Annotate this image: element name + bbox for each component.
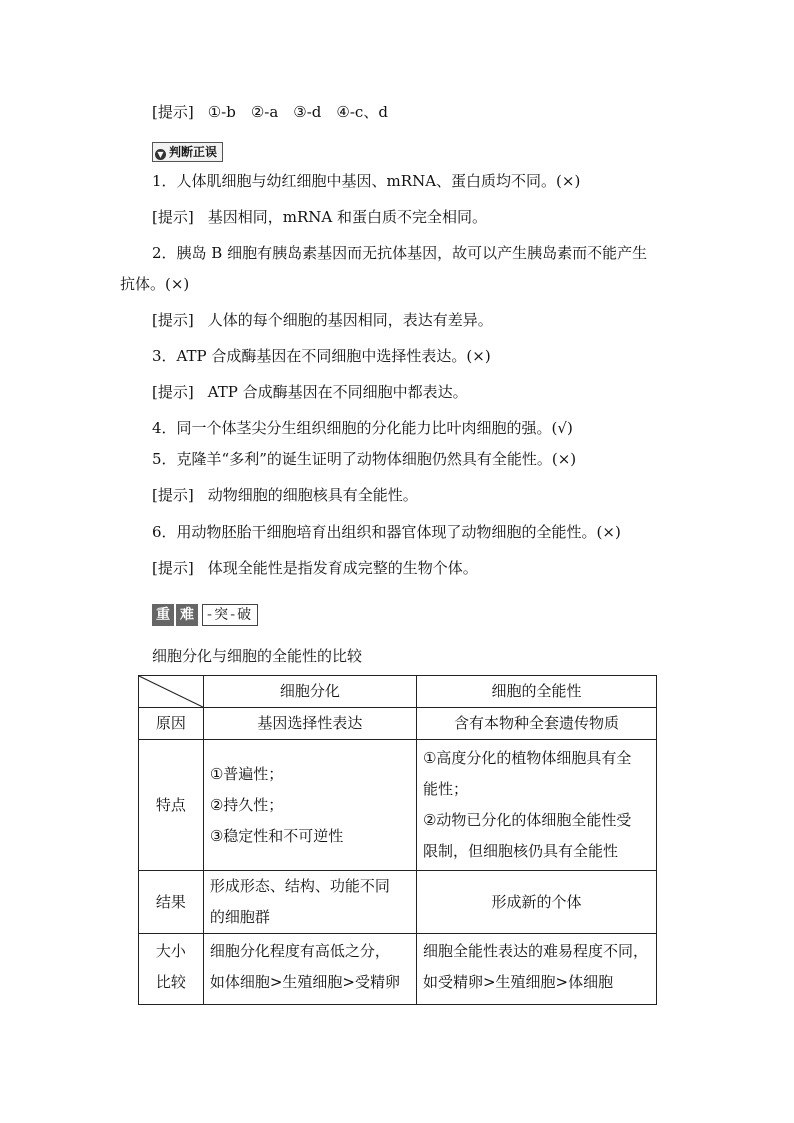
hint-label: [提示]: [152, 103, 194, 121]
section-badge: [152, 604, 258, 626]
table-cell: 含有本物种全套遗传物质: [416, 708, 656, 740]
question-3: 3．ATP 合成酶基因在不同细胞中选择性表达。(×): [152, 347, 491, 365]
row-label: 结果: [139, 871, 204, 934]
hint-label: [提示]: [152, 559, 194, 577]
cell-line: 比较: [155, 973, 186, 991]
hint-5: [152, 484, 794, 506]
comparison-table: [138, 675, 657, 1005]
badge-open-box: -突-破: [202, 604, 258, 626]
chevron-down-icon: ▼: [155, 149, 166, 160]
table-cell: [203, 934, 416, 1005]
hint-label: [提示]: [152, 486, 194, 504]
row-label: 特点: [139, 740, 204, 871]
question-4: 4．同一个体茎尖分生组织细胞的分化能力比叶肉细胞的强。(√): [152, 419, 573, 437]
cell-line: 形成形态、结构、功能不同: [209, 877, 390, 895]
table-cell: [416, 934, 656, 1005]
judge-section-label: [152, 142, 223, 162]
row-label: 原因: [139, 708, 204, 740]
cell-line: ②动物已分化的体细胞全能性受: [422, 811, 632, 829]
hint-label: [提示]: [152, 311, 194, 329]
badge-char-4: 破: [237, 607, 254, 623]
top-hint-text: ①-b ②-a ③-d ④-c、d: [207, 103, 388, 121]
cell-line: ①普遍性；: [209, 764, 284, 783]
row-label: [139, 934, 204, 1005]
cell-line: 能性；: [422, 780, 468, 798]
header-differentiation: 细胞分化: [203, 676, 416, 708]
hint-text: ATP 合成酶基因在不同细胞中都表达。: [207, 383, 468, 401]
hint-text: 动物细胞的细胞核具有全能性。: [207, 486, 418, 504]
cell-line: 如体细胞>生殖细胞>受精卵: [209, 973, 400, 991]
badge-char-1: 重: [152, 604, 174, 626]
hint-text: 基因相同，mRNA 和蛋白质不完全相同。: [207, 208, 487, 226]
cell-line: 大小: [155, 942, 186, 960]
table-header-row: [139, 676, 657, 708]
table-row: [139, 934, 657, 1005]
diagonal-corner-cell: [139, 676, 204, 708]
badge-char-2: 难: [176, 604, 198, 626]
question-2-line2: 抗体。(×): [120, 275, 190, 293]
question-2-line1: 2．胰岛 B 细胞有胰岛素基因而无抗体基因，故可以产生胰岛素而不能产生: [152, 244, 648, 262]
table-title: 细胞分化与细胞的全能性的比较: [152, 647, 363, 665]
table-cell: 形成新的个体: [416, 871, 656, 934]
table-cell: 基因选择性表达: [203, 708, 416, 740]
table-cell: [416, 740, 656, 871]
cell-line: 如受精卵>生殖细胞>体细胞: [422, 973, 614, 991]
hint-label: [提示]: [152, 208, 194, 226]
cell-line: ②持久性；: [209, 795, 284, 814]
cell-line: 的细胞群: [209, 908, 270, 926]
hint-text: 体现全能性是指发育成完整的生物个体。: [207, 559, 478, 577]
table-cell: [203, 871, 416, 934]
cell-line: 限制，但细胞核仍具有全能性: [422, 842, 618, 860]
hint-2: [152, 309, 794, 331]
table-row: [139, 871, 657, 934]
badge-char-3: 突: [214, 607, 231, 623]
question-6: 6．用动物胚胎干细胞培育出组织和器官体现了动物细胞的全能性。(×): [152, 523, 621, 541]
hint-3: [152, 381, 794, 403]
table-cell: [203, 740, 416, 871]
question-5: 5．克隆羊“多利”的诞生证明了动物体细胞仍然具有全能性。(×): [152, 450, 577, 468]
cell-line: ①高度分化的植物体细胞具有全: [422, 749, 632, 767]
table-row: [139, 740, 657, 871]
question-1: 1．人体肌细胞与幼红细胞中基因、mRNA、蛋白质均不同。(×): [152, 172, 581, 190]
cell-line: 细胞全能性表达的难易程度不同，: [422, 942, 648, 960]
hint-text: 人体的每个细胞的基因相同，表达有差异。: [207, 311, 493, 329]
header-totipotency: 细胞的全能性: [416, 676, 656, 708]
cell-line: 细胞分化程度有高低之分，: [209, 942, 390, 960]
top-hint-line: [152, 101, 794, 123]
hint-1: [152, 206, 794, 228]
table-row: [139, 708, 657, 740]
judge-title: 判断正误: [169, 145, 218, 159]
cell-line: ③稳定性和不可逆性: [209, 826, 344, 845]
hint-label: [提示]: [152, 383, 194, 401]
hint-6: [152, 557, 794, 579]
